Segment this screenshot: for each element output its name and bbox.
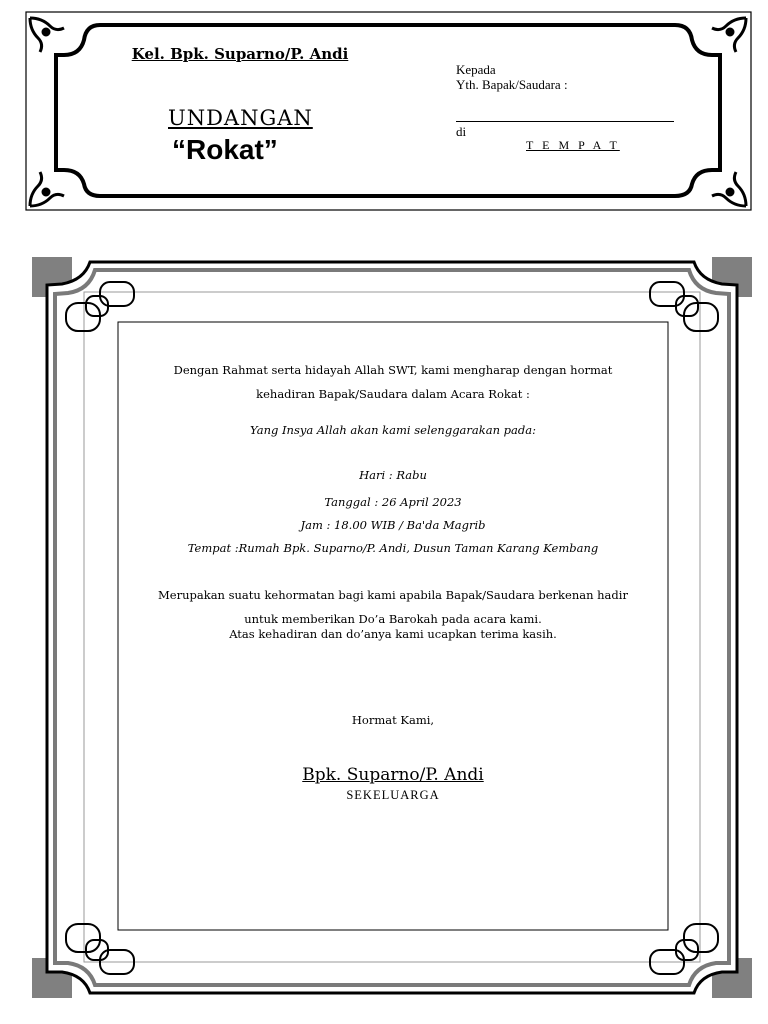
opening-line-2: kehadiran Bapak/Saudara dalam Acara Rokat :	[256, 387, 530, 401]
event-day: Hari : Rabu	[359, 468, 427, 482]
envelope-recipient	[456, 62, 568, 92]
envelope-di: di	[456, 124, 467, 139]
closing-line-3: Atas kehadiran dan do’anya kami ucapkan terima kasih.	[229, 627, 557, 641]
recipient-name-line	[456, 121, 674, 122]
opening-line-1: Dengan Rahmat serta hidayah Allah SWT, kami mengharap dengan hormat	[173, 363, 613, 377]
event-time: Jam : 18.00 WIB / Ba'da Magrib	[300, 518, 486, 532]
signature-family: SEKELUARGA	[346, 788, 440, 802]
event-date: Tanggal : 26 April 2023	[324, 495, 462, 509]
event-venue: Tempat :Rumah Bpk. Suparno/P. Andi, Dusun Taman Karang Kembang	[187, 541, 599, 555]
envelope-heading: UNDANGAN	[168, 106, 313, 130]
envelope-place: T E M P A T	[526, 138, 620, 152]
envelope-sender: Kel. Bpk. Suparno/P. Andi	[131, 45, 349, 63]
regards: Hormat Kami,	[351, 713, 435, 727]
recipient-line-2: Yth. Bapak/Saudara :	[456, 77, 568, 92]
closing-line-1: Merupakan suatu kehormatan bagi kami apabila Bapak/Saudara berkenan hadir	[158, 588, 628, 602]
intro-line: Yang Insya Allah akan kami selenggarakan pada:	[250, 423, 536, 437]
envelope-title: “Rokat”	[172, 134, 278, 165]
closing-line-2: untuk memberikan Do’a Barokah pada acara kami.	[244, 612, 542, 626]
signature-name: Bpk. Suparno/P. Andi	[302, 765, 484, 785]
recipient-line-1: Kepada	[456, 62, 496, 77]
